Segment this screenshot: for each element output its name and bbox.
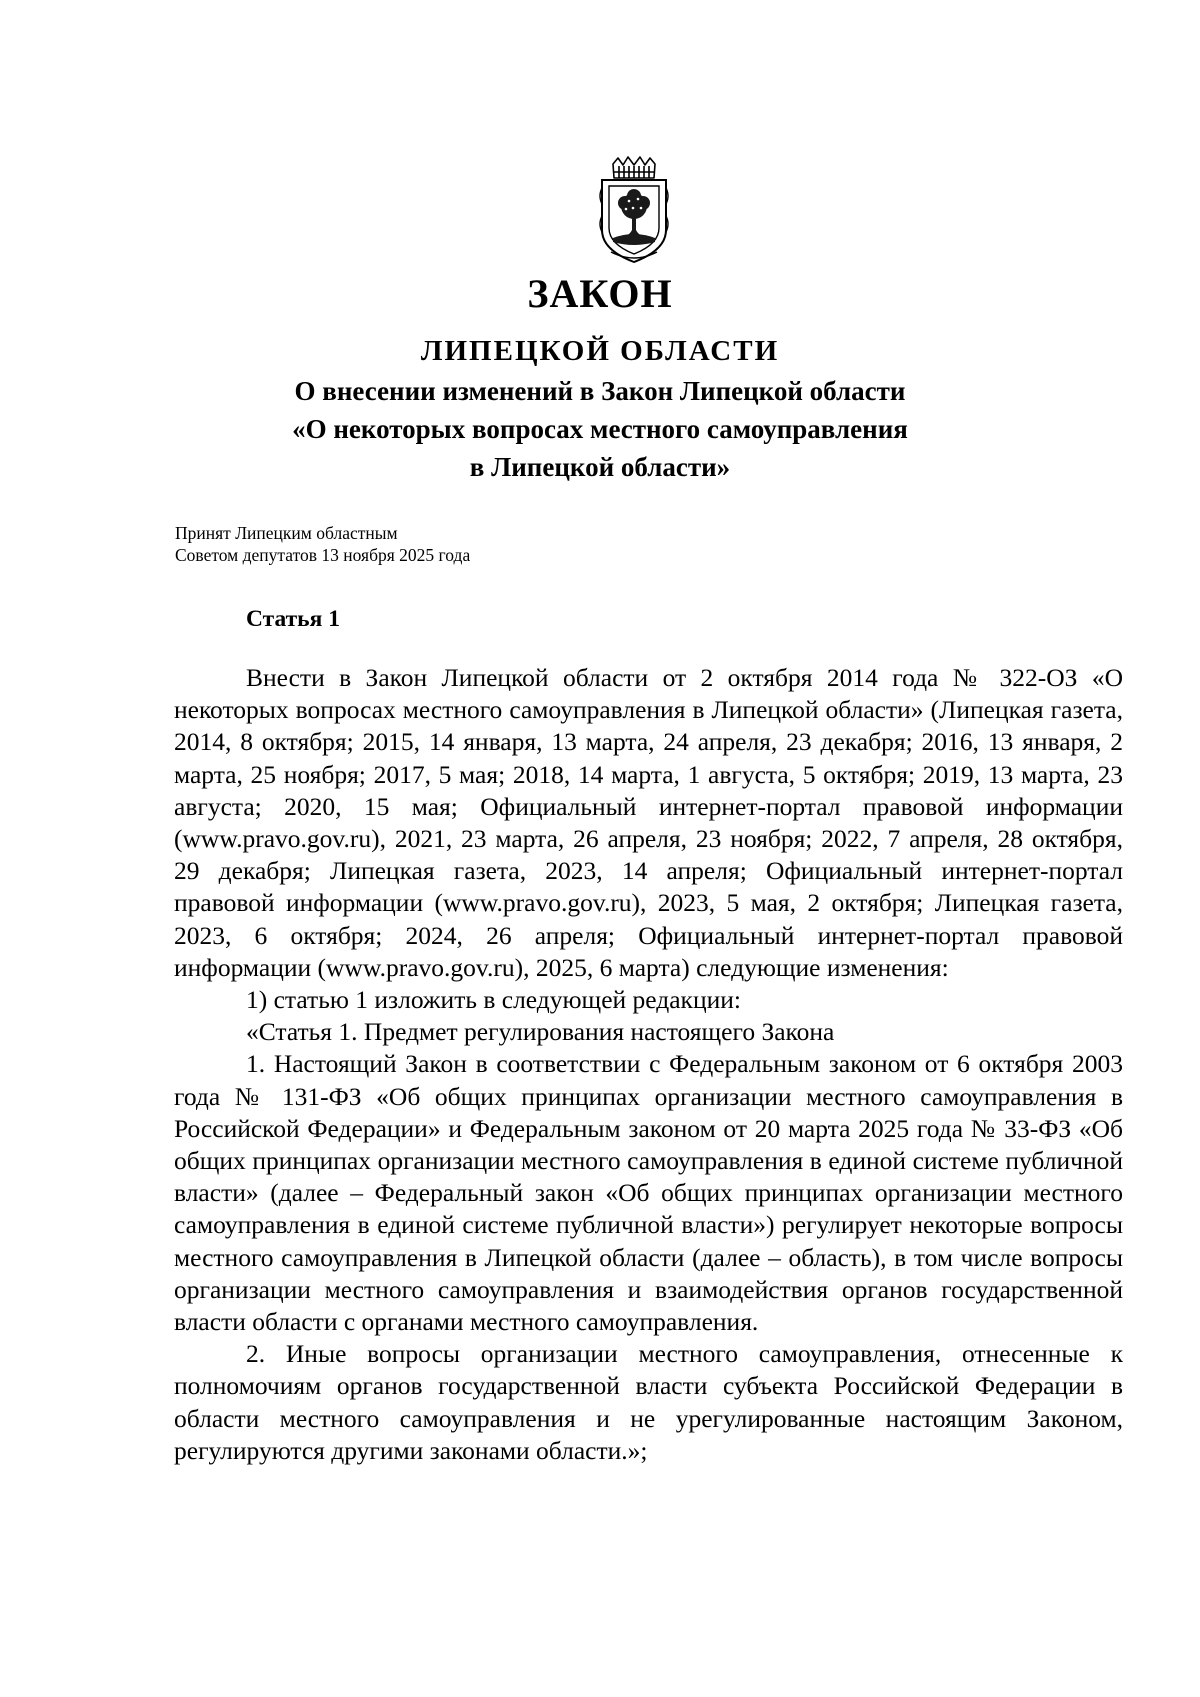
paragraph: «Статья 1. Предмет регулирования настоящего Закона (246, 1017, 835, 1047)
document-title: ЗАКОН (527, 271, 673, 316)
adoption-line: Принят Липецким областным (175, 523, 398, 543)
coat-of-arms-icon (597, 156, 671, 264)
paragraph: 1) статью 1 изложить в следующей редакции: (246, 985, 741, 1015)
document-subject (0, 372, 1200, 486)
article-heading: Статья 1 (246, 606, 340, 632)
subject-line: в Липецкой области» (469, 452, 731, 482)
paragraph: Внести в Закон Липецкой области от 2 октября 2014 года № 322-ОЗ «О некоторых вопросах местного самоуправления в Липецкой области» (Липецкая газета, 2014, 8 октября; 2015, 14 января, 13 марта, 24 апреля, 23 декабря; 2016, 13 января, 2 марта, 25 ноября; 2017, 5 мая; 2018, 14 марта, 1 августа, 5 октября; 2019, 13 марта, 23 августа; 2020, 15 мая; Официальный интернет-портал правовой информации (www.pravo.gov.ru), 2021, 23 марта, 26 апреля, 23 ноября; 2022, 7 апреля, 28 октября, 29 декабря; Липецкая газета, 2023, 14 апреля; Официальный интернет-портал правовой информации (www.pravo.gov.ru), 2023, 5 мая, 2 октября; Липецкая газета, 2023, 6 октября; 2024, 26 апреля; Официальный интернет-портал правовой информации (www.pravo.gov.ru), 2025, 6 марта) следующие изменения: (174, 663, 1123, 982)
subject-line: «О некоторых вопросах местного самоуправления (292, 414, 908, 444)
subject-line: О внесении изменений в Закон Липецкой области (294, 376, 906, 406)
article-body (174, 662, 1123, 1467)
adoption-line: Советом депутатов 13 ноября 2025 года (175, 545, 471, 565)
document-region: ЛИПЕЦКОЙ ОБЛАСТИ (420, 335, 780, 367)
adoption-note (175, 522, 470, 566)
paragraph: 1. Настоящий Закон в соответствии с Федеральным законом от 6 октября 2003 года № 131-ФЗ «Об общих принципах организации местного самоуправления в Российской Федерации» и Федеральным законом от 20 марта 2025 года № 33-ФЗ «Об общих принципах организации местного самоуправления в единой системе публичной власти» (далее – Федеральный закон «Об общих принципах организации местного самоуправления в единой системе публичной власти») регулирует некоторые вопросы местного самоуправления в Липецкой области (далее – область), в том числе вопросы организации местного самоуправления и взаимодействия органов государственной власти области с органами местного самоуправления. (174, 1049, 1123, 1337)
paragraph: 2. Иные вопросы организации местного самоуправления, отнесенные к полномочиям органов государственной власти субъекта Российской Федерации в области местного самоуправления и не урегулированные настоящим Законом, регулируются другими законами области.»; (174, 1339, 1123, 1465)
